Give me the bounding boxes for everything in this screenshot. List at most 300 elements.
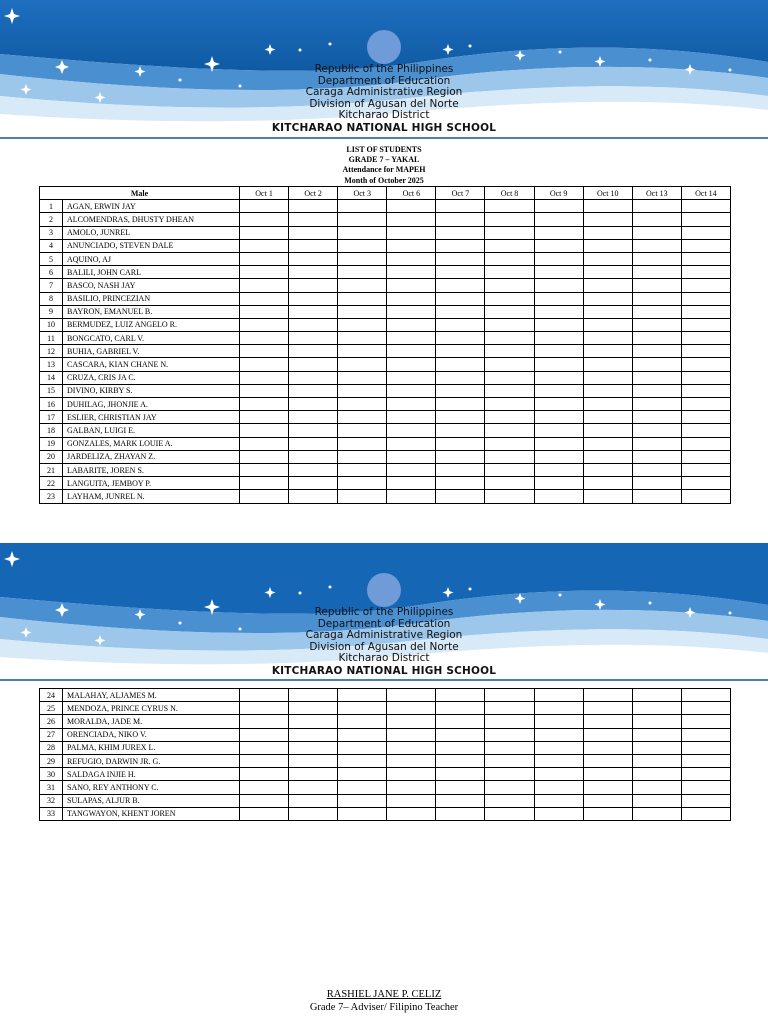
attendance-cell[interactable]: [387, 463, 436, 476]
attendance-cell[interactable]: [240, 411, 289, 424]
attendance-cell[interactable]: [240, 689, 289, 702]
attendance-cell[interactable]: [632, 450, 681, 463]
attendance-cell[interactable]: [681, 252, 730, 265]
attendance-cell[interactable]: [289, 305, 338, 318]
attendance-cell[interactable]: [240, 490, 289, 503]
attendance-cell[interactable]: [338, 252, 387, 265]
attendance-cell[interactable]: [338, 689, 387, 702]
attendance-cell[interactable]: [681, 715, 730, 728]
attendance-cell[interactable]: [338, 305, 387, 318]
attendance-cell[interactable]: [583, 463, 632, 476]
attendance-cell[interactable]: [534, 292, 583, 305]
attendance-cell[interactable]: [583, 318, 632, 331]
attendance-cell[interactable]: [534, 200, 583, 213]
attendance-cell[interactable]: [632, 200, 681, 213]
attendance-cell[interactable]: [387, 332, 436, 345]
attendance-cell[interactable]: [632, 411, 681, 424]
attendance-cell[interactable]: [583, 411, 632, 424]
attendance-cell[interactable]: [534, 318, 583, 331]
attendance-cell[interactable]: [534, 781, 583, 794]
attendance-cell[interactable]: [289, 371, 338, 384]
attendance-cell[interactable]: [632, 490, 681, 503]
attendance-cell[interactable]: [485, 358, 534, 371]
attendance-cell[interactable]: [436, 226, 485, 239]
attendance-cell[interactable]: [583, 807, 632, 820]
attendance-cell[interactable]: [485, 411, 534, 424]
attendance-cell[interactable]: [436, 279, 485, 292]
attendance-cell[interactable]: [681, 477, 730, 490]
attendance-cell[interactable]: [632, 437, 681, 450]
attendance-cell[interactable]: [583, 689, 632, 702]
attendance-cell[interactable]: [485, 424, 534, 437]
attendance-cell[interactable]: [632, 715, 681, 728]
attendance-cell[interactable]: [632, 398, 681, 411]
attendance-cell[interactable]: [436, 715, 485, 728]
attendance-cell[interactable]: [583, 781, 632, 794]
attendance-cell[interactable]: [240, 358, 289, 371]
attendance-cell[interactable]: [338, 345, 387, 358]
attendance-cell[interactable]: [338, 754, 387, 767]
attendance-cell[interactable]: [240, 794, 289, 807]
attendance-cell[interactable]: [289, 239, 338, 252]
attendance-cell[interactable]: [534, 768, 583, 781]
attendance-cell[interactable]: [387, 754, 436, 767]
attendance-cell[interactable]: [632, 345, 681, 358]
attendance-cell[interactable]: [534, 398, 583, 411]
attendance-cell[interactable]: [436, 689, 485, 702]
attendance-cell[interactable]: [289, 411, 338, 424]
attendance-cell[interactable]: [387, 411, 436, 424]
attendance-cell[interactable]: [632, 279, 681, 292]
attendance-cell[interactable]: [338, 741, 387, 754]
attendance-cell[interactable]: [240, 213, 289, 226]
attendance-cell[interactable]: [338, 794, 387, 807]
attendance-cell[interactable]: [583, 728, 632, 741]
attendance-cell[interactable]: [436, 213, 485, 226]
attendance-cell[interactable]: [289, 689, 338, 702]
attendance-cell[interactable]: [436, 728, 485, 741]
attendance-cell[interactable]: [632, 358, 681, 371]
attendance-cell[interactable]: [387, 424, 436, 437]
attendance-cell[interactable]: [485, 345, 534, 358]
attendance-cell[interactable]: [534, 794, 583, 807]
attendance-cell[interactable]: [534, 305, 583, 318]
attendance-cell[interactable]: [632, 463, 681, 476]
attendance-cell[interactable]: [387, 384, 436, 397]
attendance-cell[interactable]: [485, 689, 534, 702]
attendance-cell[interactable]: [534, 226, 583, 239]
attendance-cell[interactable]: [583, 715, 632, 728]
attendance-cell[interactable]: [436, 305, 485, 318]
attendance-cell[interactable]: [387, 266, 436, 279]
attendance-cell[interactable]: [338, 437, 387, 450]
attendance-cell[interactable]: [681, 279, 730, 292]
attendance-cell[interactable]: [632, 702, 681, 715]
attendance-cell[interactable]: [632, 332, 681, 345]
attendance-cell[interactable]: [534, 689, 583, 702]
attendance-cell[interactable]: [387, 305, 436, 318]
attendance-cell[interactable]: [240, 292, 289, 305]
attendance-cell[interactable]: [240, 754, 289, 767]
attendance-cell[interactable]: [338, 384, 387, 397]
attendance-cell[interactable]: [583, 252, 632, 265]
attendance-cell[interactable]: [534, 437, 583, 450]
attendance-cell[interactable]: [240, 345, 289, 358]
attendance-cell[interactable]: [534, 384, 583, 397]
attendance-cell[interactable]: [534, 279, 583, 292]
attendance-cell[interactable]: [240, 424, 289, 437]
attendance-cell[interactable]: [289, 477, 338, 490]
attendance-cell[interactable]: [485, 213, 534, 226]
attendance-cell[interactable]: [240, 266, 289, 279]
attendance-cell[interactable]: [436, 318, 485, 331]
attendance-cell[interactable]: [240, 437, 289, 450]
attendance-cell[interactable]: [534, 213, 583, 226]
attendance-cell[interactable]: [289, 292, 338, 305]
attendance-cell[interactable]: [289, 424, 338, 437]
attendance-cell[interactable]: [632, 477, 681, 490]
attendance-cell[interactable]: [240, 398, 289, 411]
attendance-cell[interactable]: [632, 371, 681, 384]
attendance-cell[interactable]: [338, 292, 387, 305]
attendance-cell[interactable]: [289, 345, 338, 358]
attendance-cell[interactable]: [387, 200, 436, 213]
attendance-cell[interactable]: [289, 490, 338, 503]
attendance-cell[interactable]: [387, 702, 436, 715]
attendance-cell[interactable]: [240, 200, 289, 213]
attendance-cell[interactable]: [681, 318, 730, 331]
attendance-cell[interactable]: [436, 332, 485, 345]
attendance-cell[interactable]: [583, 450, 632, 463]
attendance-cell[interactable]: [436, 702, 485, 715]
attendance-cell[interactable]: [338, 477, 387, 490]
attendance-cell[interactable]: [436, 794, 485, 807]
attendance-cell[interactable]: [436, 266, 485, 279]
attendance-cell[interactable]: [387, 741, 436, 754]
attendance-cell[interactable]: [289, 754, 338, 767]
attendance-cell[interactable]: [289, 213, 338, 226]
attendance-cell[interactable]: [436, 437, 485, 450]
attendance-cell[interactable]: [632, 794, 681, 807]
attendance-cell[interactable]: [583, 292, 632, 305]
attendance-cell[interactable]: [485, 781, 534, 794]
attendance-cell[interactable]: [338, 702, 387, 715]
attendance-cell[interactable]: [534, 702, 583, 715]
attendance-cell[interactable]: [583, 477, 632, 490]
attendance-cell[interactable]: [387, 345, 436, 358]
attendance-cell[interactable]: [485, 741, 534, 754]
attendance-cell[interactable]: [681, 728, 730, 741]
attendance-cell[interactable]: [583, 332, 632, 345]
attendance-cell[interactable]: [681, 332, 730, 345]
attendance-cell[interactable]: [583, 358, 632, 371]
attendance-cell[interactable]: [632, 781, 681, 794]
attendance-cell[interactable]: [240, 807, 289, 820]
attendance-cell[interactable]: [436, 371, 485, 384]
attendance-cell[interactable]: [436, 292, 485, 305]
attendance-cell[interactable]: [485, 239, 534, 252]
attendance-cell[interactable]: [583, 437, 632, 450]
attendance-cell[interactable]: [534, 450, 583, 463]
attendance-cell[interactable]: [681, 794, 730, 807]
attendance-cell[interactable]: [240, 371, 289, 384]
attendance-cell[interactable]: [485, 754, 534, 767]
attendance-cell[interactable]: [436, 411, 485, 424]
attendance-cell[interactable]: [289, 450, 338, 463]
attendance-cell[interactable]: [681, 754, 730, 767]
attendance-cell[interactable]: [289, 781, 338, 794]
attendance-cell[interactable]: [485, 371, 534, 384]
attendance-cell[interactable]: [436, 754, 485, 767]
attendance-cell[interactable]: [240, 702, 289, 715]
attendance-cell[interactable]: [338, 318, 387, 331]
attendance-cell[interactable]: [387, 358, 436, 371]
attendance-cell[interactable]: [583, 490, 632, 503]
attendance-cell[interactable]: [583, 371, 632, 384]
attendance-cell[interactable]: [485, 702, 534, 715]
attendance-cell[interactable]: [338, 239, 387, 252]
attendance-cell[interactable]: [436, 768, 485, 781]
attendance-cell[interactable]: [289, 318, 338, 331]
attendance-cell[interactable]: [485, 437, 534, 450]
attendance-cell[interactable]: [387, 437, 436, 450]
attendance-cell[interactable]: [485, 292, 534, 305]
attendance-cell[interactable]: [681, 411, 730, 424]
attendance-cell[interactable]: [338, 200, 387, 213]
attendance-cell[interactable]: [338, 424, 387, 437]
attendance-cell[interactable]: [681, 358, 730, 371]
attendance-cell[interactable]: [681, 200, 730, 213]
attendance-cell[interactable]: [534, 345, 583, 358]
attendance-cell[interactable]: [289, 715, 338, 728]
attendance-cell[interactable]: [681, 371, 730, 384]
attendance-cell[interactable]: [583, 794, 632, 807]
attendance-cell[interactable]: [534, 741, 583, 754]
attendance-cell[interactable]: [240, 450, 289, 463]
attendance-cell[interactable]: [240, 463, 289, 476]
attendance-cell[interactable]: [485, 490, 534, 503]
attendance-cell[interactable]: [534, 358, 583, 371]
attendance-cell[interactable]: [338, 279, 387, 292]
attendance-cell[interactable]: [338, 715, 387, 728]
attendance-cell[interactable]: [436, 477, 485, 490]
attendance-cell[interactable]: [436, 424, 485, 437]
attendance-cell[interactable]: [534, 807, 583, 820]
attendance-cell[interactable]: [240, 781, 289, 794]
attendance-cell[interactable]: [485, 794, 534, 807]
attendance-cell[interactable]: [485, 332, 534, 345]
attendance-cell[interactable]: [485, 384, 534, 397]
attendance-cell[interactable]: [681, 384, 730, 397]
attendance-cell[interactable]: [289, 358, 338, 371]
attendance-cell[interactable]: [632, 213, 681, 226]
attendance-cell[interactable]: [681, 239, 730, 252]
attendance-cell[interactable]: [534, 477, 583, 490]
attendance-cell[interactable]: [289, 384, 338, 397]
attendance-cell[interactable]: [681, 292, 730, 305]
attendance-cell[interactable]: [289, 463, 338, 476]
attendance-cell[interactable]: [632, 728, 681, 741]
attendance-cell[interactable]: [681, 424, 730, 437]
attendance-cell[interactable]: [681, 213, 730, 226]
attendance-cell[interactable]: [387, 252, 436, 265]
attendance-cell[interactable]: [485, 768, 534, 781]
attendance-cell[interactable]: [632, 768, 681, 781]
attendance-cell[interactable]: [240, 384, 289, 397]
attendance-cell[interactable]: [387, 477, 436, 490]
attendance-cell[interactable]: [240, 477, 289, 490]
attendance-cell[interactable]: [583, 768, 632, 781]
attendance-cell[interactable]: [632, 807, 681, 820]
attendance-cell[interactable]: [583, 200, 632, 213]
attendance-cell[interactable]: [485, 318, 534, 331]
attendance-cell[interactable]: [632, 689, 681, 702]
attendance-cell[interactable]: [436, 781, 485, 794]
attendance-cell[interactable]: [338, 398, 387, 411]
attendance-cell[interactable]: [534, 424, 583, 437]
attendance-cell[interactable]: [289, 728, 338, 741]
attendance-cell[interactable]: [583, 384, 632, 397]
attendance-cell[interactable]: [289, 741, 338, 754]
attendance-cell[interactable]: [485, 398, 534, 411]
attendance-cell[interactable]: [338, 463, 387, 476]
attendance-cell[interactable]: [632, 239, 681, 252]
attendance-cell[interactable]: [485, 807, 534, 820]
attendance-cell[interactable]: [632, 226, 681, 239]
attendance-cell[interactable]: [534, 411, 583, 424]
attendance-cell[interactable]: [387, 715, 436, 728]
attendance-cell[interactable]: [240, 728, 289, 741]
attendance-cell[interactable]: [387, 490, 436, 503]
attendance-cell[interactable]: [681, 689, 730, 702]
attendance-cell[interactable]: [485, 279, 534, 292]
attendance-cell[interactable]: [485, 305, 534, 318]
attendance-cell[interactable]: [436, 384, 485, 397]
attendance-cell[interactable]: [338, 266, 387, 279]
attendance-cell[interactable]: [387, 318, 436, 331]
attendance-cell[interactable]: [387, 781, 436, 794]
attendance-cell[interactable]: [583, 702, 632, 715]
attendance-cell[interactable]: [338, 450, 387, 463]
attendance-cell[interactable]: [338, 226, 387, 239]
attendance-cell[interactable]: [289, 794, 338, 807]
attendance-cell[interactable]: [583, 398, 632, 411]
attendance-cell[interactable]: [240, 279, 289, 292]
attendance-cell[interactable]: [632, 424, 681, 437]
attendance-cell[interactable]: [534, 490, 583, 503]
attendance-cell[interactable]: [289, 398, 338, 411]
attendance-cell[interactable]: [583, 424, 632, 437]
attendance-cell[interactable]: [583, 279, 632, 292]
attendance-cell[interactable]: [436, 450, 485, 463]
attendance-cell[interactable]: [436, 490, 485, 503]
attendance-cell[interactable]: [485, 252, 534, 265]
attendance-cell[interactable]: [387, 292, 436, 305]
attendance-cell[interactable]: [338, 411, 387, 424]
attendance-cell[interactable]: [632, 318, 681, 331]
attendance-cell[interactable]: [681, 463, 730, 476]
attendance-cell[interactable]: [534, 252, 583, 265]
attendance-cell[interactable]: [387, 239, 436, 252]
attendance-cell[interactable]: [681, 807, 730, 820]
attendance-cell[interactable]: [681, 305, 730, 318]
attendance-cell[interactable]: [681, 398, 730, 411]
attendance-cell[interactable]: [387, 226, 436, 239]
attendance-cell[interactable]: [289, 200, 338, 213]
attendance-cell[interactable]: [583, 239, 632, 252]
attendance-cell[interactable]: [681, 768, 730, 781]
attendance-cell[interactable]: [485, 266, 534, 279]
attendance-cell[interactable]: [289, 768, 338, 781]
attendance-cell[interactable]: [289, 807, 338, 820]
attendance-cell[interactable]: [387, 371, 436, 384]
attendance-cell[interactable]: [485, 450, 534, 463]
attendance-cell[interactable]: [289, 702, 338, 715]
attendance-cell[interactable]: [436, 345, 485, 358]
attendance-cell[interactable]: [632, 754, 681, 767]
attendance-cell[interactable]: [632, 292, 681, 305]
attendance-cell[interactable]: [681, 345, 730, 358]
attendance-cell[interactable]: [387, 728, 436, 741]
attendance-cell[interactable]: [436, 358, 485, 371]
attendance-cell[interactable]: [632, 252, 681, 265]
attendance-cell[interactable]: [534, 463, 583, 476]
attendance-cell[interactable]: [436, 239, 485, 252]
attendance-cell[interactable]: [387, 768, 436, 781]
attendance-cell[interactable]: [485, 715, 534, 728]
attendance-cell[interactable]: [681, 741, 730, 754]
attendance-cell[interactable]: [387, 689, 436, 702]
attendance-cell[interactable]: [289, 437, 338, 450]
attendance-cell[interactable]: [583, 213, 632, 226]
attendance-cell[interactable]: [583, 754, 632, 767]
attendance-cell[interactable]: [534, 754, 583, 767]
attendance-cell[interactable]: [338, 807, 387, 820]
attendance-cell[interactable]: [240, 715, 289, 728]
attendance-cell[interactable]: [240, 305, 289, 318]
attendance-cell[interactable]: [289, 332, 338, 345]
attendance-cell[interactable]: [534, 715, 583, 728]
attendance-cell[interactable]: [240, 239, 289, 252]
attendance-cell[interactable]: [436, 398, 485, 411]
attendance-cell[interactable]: [387, 398, 436, 411]
attendance-cell[interactable]: [289, 266, 338, 279]
attendance-cell[interactable]: [387, 213, 436, 226]
attendance-cell[interactable]: [681, 490, 730, 503]
attendance-cell[interactable]: [583, 226, 632, 239]
attendance-cell[interactable]: [632, 741, 681, 754]
attendance-cell[interactable]: [534, 728, 583, 741]
attendance-cell[interactable]: [240, 741, 289, 754]
attendance-cell[interactable]: [289, 279, 338, 292]
attendance-cell[interactable]: [387, 794, 436, 807]
attendance-cell[interactable]: [681, 437, 730, 450]
attendance-cell[interactable]: [632, 384, 681, 397]
attendance-cell[interactable]: [534, 371, 583, 384]
attendance-cell[interactable]: [387, 279, 436, 292]
attendance-cell[interactable]: [681, 702, 730, 715]
attendance-cell[interactable]: [240, 768, 289, 781]
attendance-cell[interactable]: [485, 477, 534, 490]
attendance-cell[interactable]: [436, 807, 485, 820]
attendance-cell[interactable]: [485, 200, 534, 213]
attendance-cell[interactable]: [534, 266, 583, 279]
attendance-cell[interactable]: [289, 226, 338, 239]
attendance-cell[interactable]: [240, 226, 289, 239]
attendance-cell[interactable]: [583, 266, 632, 279]
attendance-cell[interactable]: [681, 450, 730, 463]
attendance-cell[interactable]: [583, 345, 632, 358]
